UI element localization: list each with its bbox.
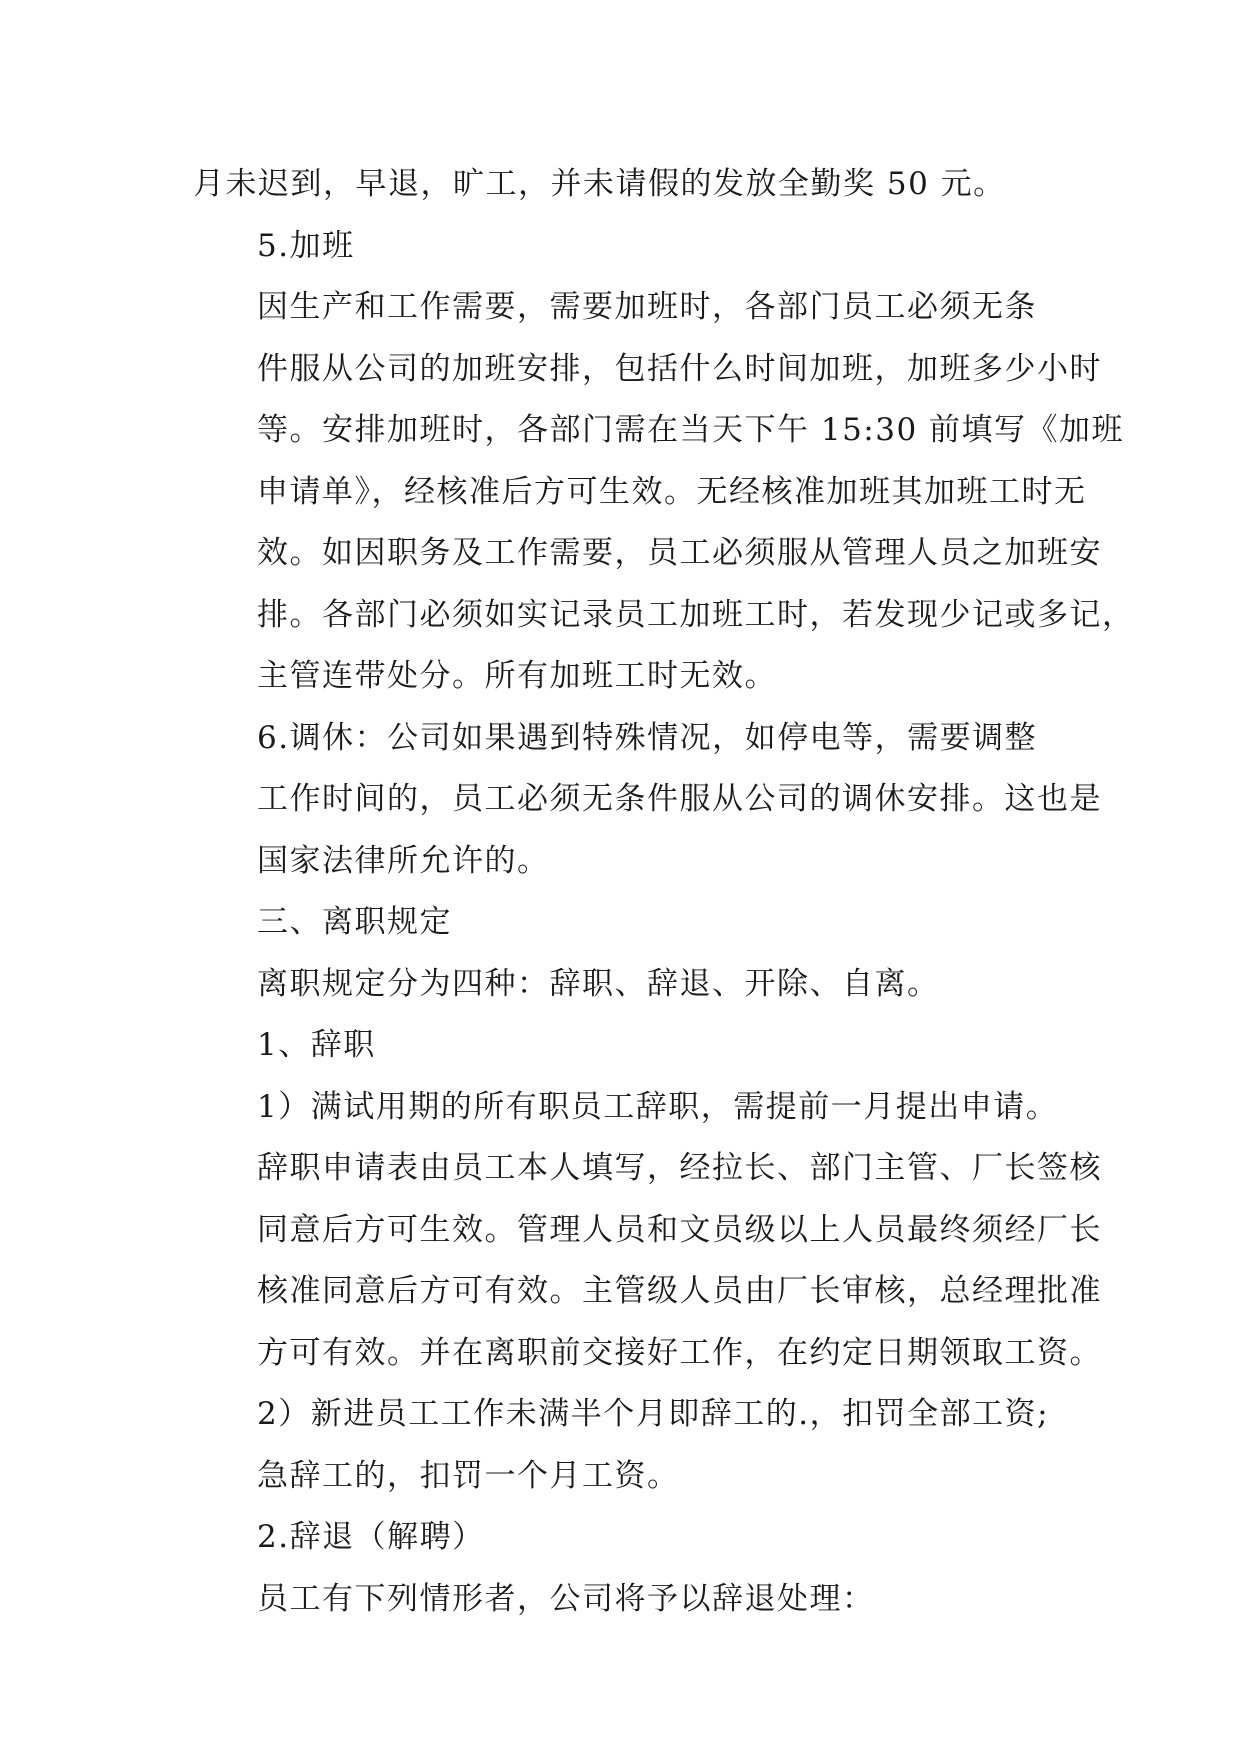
text-line: 效。如因职务及工作需要，员工必须服从管理人员之加班安 bbox=[257, 535, 1102, 571]
text-line: 1）满试用期的所有职员工辞职，需提前一月提出申请。 bbox=[257, 1088, 1059, 1125]
heading-overtime bbox=[193, 216, 1073, 278]
text-line: 方可有效。并在离职前交接好工作，在约定日期领取工资。 bbox=[257, 1334, 1102, 1371]
paragraph-new-employee-penalty bbox=[193, 1384, 1073, 1507]
text-line: 5.加班 bbox=[257, 227, 355, 264]
paragraph-resignation-procedure bbox=[193, 1077, 1102, 1385]
paragraph-dismissal-intro bbox=[193, 1569, 1073, 1631]
heading-resignation-rules bbox=[193, 892, 1073, 954]
text-line: 等。安排加班时，各部门需在当天下午 15:30 前填写《加班 bbox=[257, 412, 1125, 448]
text-line: 员工有下列情形者，公司将予以辞退处理： bbox=[257, 1580, 875, 1617]
text-line: 排。各部门必须如实记录员工加班工时，若发现少记或多记， bbox=[257, 596, 1135, 633]
text-line: 急辞工的，扣罚一个月工资。 bbox=[257, 1457, 680, 1494]
text-line: 离职规定分为四种：辞职、辞退、开除、自离。 bbox=[257, 965, 940, 1002]
paragraph-attendance-bonus bbox=[193, 154, 1073, 216]
document-body bbox=[193, 154, 1135, 1630]
text-line: 核准同意后方可有效。主管级人员由厂长审核，总经理批准 bbox=[257, 1273, 1102, 1309]
text-line: 同意后方可生效。管理人员和文员级以上人员最终须经厂长 bbox=[257, 1211, 1102, 1248]
text-line: 2）新进员工工作未满半个月即辞工的.，扣罚全部工资; bbox=[257, 1396, 1050, 1432]
heading-resignation bbox=[193, 1015, 1073, 1077]
text-line: 辞职申请表由员工本人填写，经拉长、部门主管、厂长签核 bbox=[257, 1150, 1102, 1186]
heading-dismissal bbox=[193, 1507, 1073, 1569]
text-line: 2.辞退（解聘） bbox=[257, 1519, 485, 1555]
text-line: 因生产和工作需要，需要加班时，各部门员工必须无条 bbox=[257, 289, 1037, 325]
text-line: 件服从公司的加班安排，包括什么时间加班，加班多少小时 bbox=[257, 350, 1102, 387]
text-line: 工作时间的，员工必须无条件服从公司的调休安排。这也是 bbox=[257, 781, 1102, 817]
paragraph-overtime-rules bbox=[193, 277, 1135, 708]
text-line: 国家法律所允许的。 bbox=[257, 842, 550, 879]
text-line: 三、离职规定 bbox=[257, 904, 452, 940]
text-line: 主管连带处分。所有加班工时无效。 bbox=[257, 658, 777, 694]
paragraph-shift-adjustment bbox=[193, 708, 1102, 893]
text-line: 6.调休：公司如果遇到特殊情况，如停电等，需要调整 bbox=[257, 719, 1038, 756]
text-line: 申请单》，经核准后方可生效。无经核准加班其加班工时无 bbox=[257, 473, 1087, 510]
text-line: 月未迟到，早退，旷工，并未请假的发放全勤奖 50 元。 bbox=[193, 166, 1006, 202]
text-line: 1、辞职 bbox=[257, 1027, 376, 1063]
paragraph-resignation-types bbox=[193, 954, 1073, 1016]
